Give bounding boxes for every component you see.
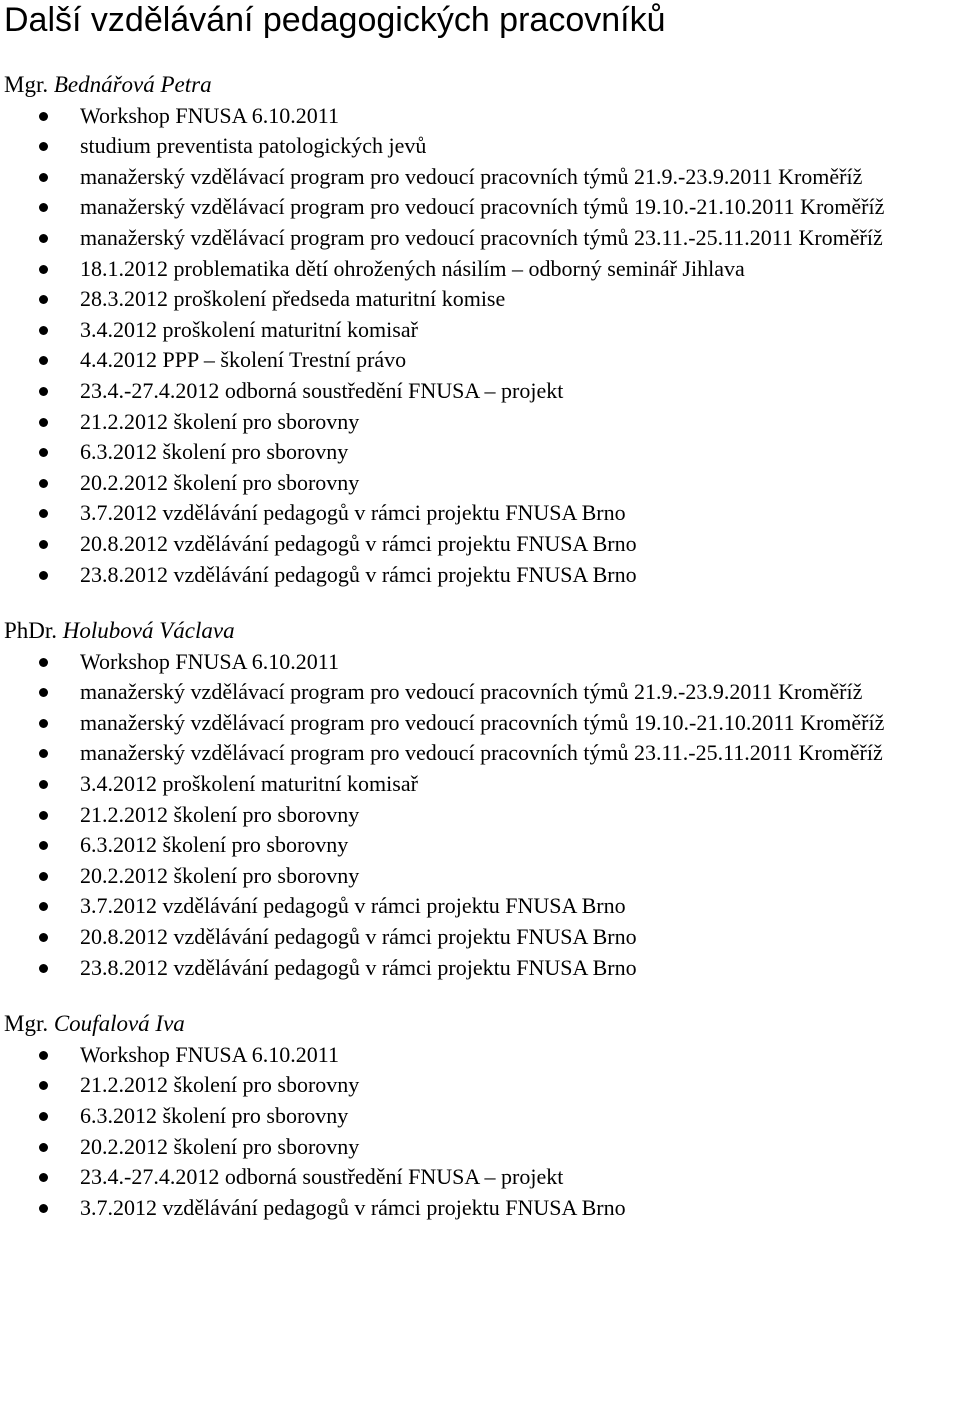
list-item: manažerský vzdělávací program pro vedoucí pracovních týmů 21.9.-23.9.2011 Kroměříž xyxy=(0,677,960,708)
list-item: 21.2.2012 školení pro sborovny xyxy=(0,407,960,438)
staff-section xyxy=(0,1009,960,1223)
list-item: 3.7.2012 vzdělávání pedagogů v rámci projektu FNUSA Brno xyxy=(0,891,960,922)
section-gap xyxy=(0,590,960,616)
list-item: 23.8.2012 vzdělávání pedagogů v rámci projektu FNUSA Brno xyxy=(0,560,960,591)
list-item: 21.2.2012 školení pro sborovny xyxy=(0,1070,960,1101)
list-item: 23.4.-27.4.2012 odborná soustředění FNUSA – projekt xyxy=(0,1162,960,1193)
list-item: 6.3.2012 školení pro sborovny xyxy=(0,1101,960,1132)
list-item: 3.7.2012 vzdělávání pedagogů v rámci projektu FNUSA Brno xyxy=(0,1193,960,1224)
training-list xyxy=(0,647,960,984)
list-item: 28.3.2012 proškolení předseda maturitní komise xyxy=(0,284,960,315)
person-heading xyxy=(4,70,960,101)
list-item: 4.4.2012 PPP – školení Trestní právo xyxy=(0,345,960,376)
person-name: Bednářová Petra xyxy=(53,72,212,97)
list-item: manažerský vzdělávací program pro vedoucí pracovních týmů 23.11.-25.11.2011 Kroměříž xyxy=(0,223,960,254)
list-item: 23.4.-27.4.2012 odborná soustředění FNUSA – projekt xyxy=(0,376,960,407)
list-item: 6.3.2012 školení pro sborovny xyxy=(0,830,960,861)
list-item: 20.2.2012 školení pro sborovny xyxy=(0,861,960,892)
list-item: 3.4.2012 proškolení maturitní komisař xyxy=(0,315,960,346)
list-item: Workshop FNUSA 6.10.2011 xyxy=(0,647,960,678)
list-item: manažerský vzdělávací program pro vedoucí pracovních týmů 19.10.-21.10.2011 Kroměříž xyxy=(0,192,960,223)
person-degree: PhDr. xyxy=(4,618,58,644)
list-item: manažerský vzdělávací program pro vedoucí pracovních týmů 21.9.-23.9.2011 Kroměříž xyxy=(0,162,960,193)
list-item: 20.8.2012 vzdělávání pedagogů v rámci projektu FNUSA Brno xyxy=(0,922,960,953)
person-name: Holubová Václava xyxy=(62,618,235,644)
person-degree: Mgr. xyxy=(4,1011,49,1037)
list-item: Workshop FNUSA 6.10.2011 xyxy=(0,1040,960,1071)
person-heading xyxy=(4,1009,960,1040)
staff-sections xyxy=(0,70,960,1223)
list-item: 18.1.2012 problematika dětí ohrožených násilím – odborný seminář Jihlava xyxy=(0,254,960,285)
list-item: 20.2.2012 školení pro sborovny xyxy=(0,1132,960,1163)
list-item: 3.4.2012 proškolení maturitní komisař xyxy=(0,769,960,800)
section-gap xyxy=(0,983,960,1009)
page-title: Další vzdělávání pedagogických pracovníků xyxy=(4,1,666,39)
list-item: manažerský vzdělávací program pro vedoucí pracovních týmů 23.11.-25.11.2011 Kroměříž xyxy=(0,738,960,769)
list-item: 6.3.2012 školení pro sborovny xyxy=(0,437,960,468)
person-degree: Mgr. xyxy=(4,72,49,97)
list-item: manažerský vzdělávací program pro vedoucí pracovních týmů 19.10.-21.10.2011 Kroměříž xyxy=(0,708,960,739)
training-list xyxy=(0,1040,960,1224)
list-item: Workshop FNUSA 6.10.2011 xyxy=(0,101,960,132)
training-list xyxy=(0,101,960,591)
staff-section xyxy=(0,70,960,590)
list-item: 20.8.2012 vzdělávání pedagogů v rámci projektu FNUSA Brno xyxy=(0,529,960,560)
person-name: Coufalová Iva xyxy=(53,1011,185,1037)
list-item: 23.8.2012 vzdělávání pedagogů v rámci projektu FNUSA Brno xyxy=(0,953,960,984)
staff-section xyxy=(0,616,960,983)
list-item: studium preventista patologických jevů xyxy=(0,131,960,162)
person-heading xyxy=(4,616,960,647)
list-item: 21.2.2012 školení pro sborovny xyxy=(0,800,960,831)
list-item: 3.7.2012 vzdělávání pedagogů v rámci projektu FNUSA Brno xyxy=(0,498,960,529)
list-item: 20.2.2012 školení pro sborovny xyxy=(0,468,960,499)
